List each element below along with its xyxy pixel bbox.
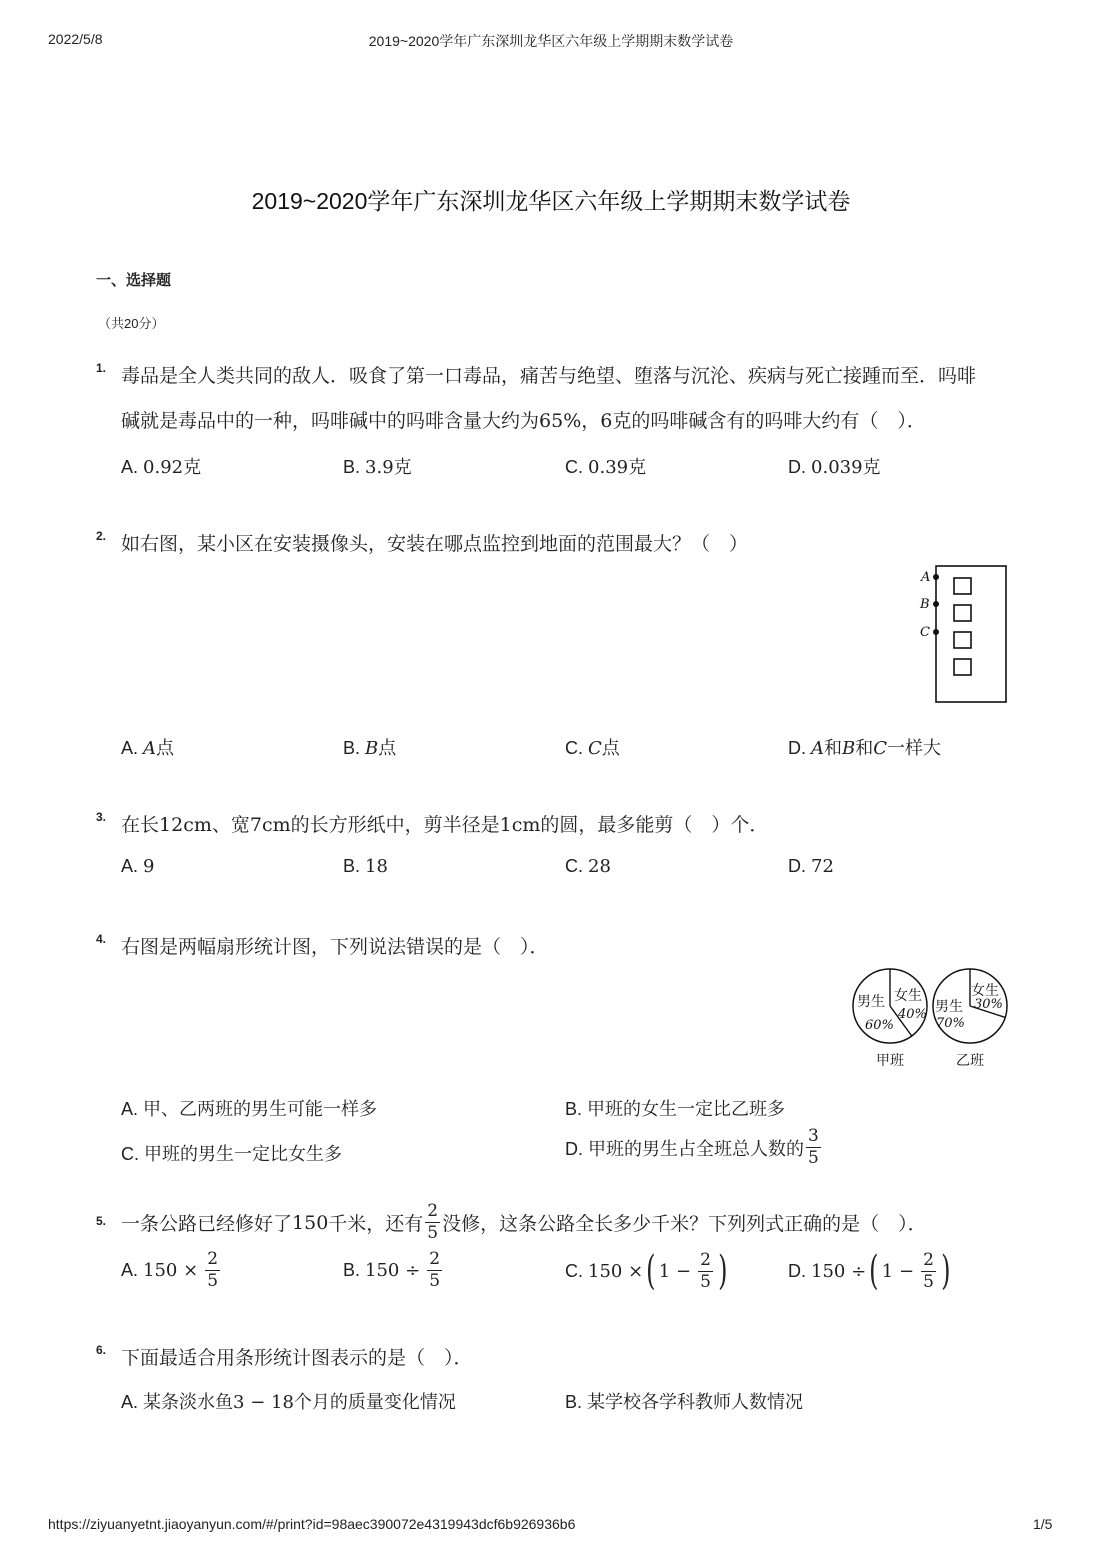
- q1-option-c[interactable]: [565, 453, 646, 479]
- right-paren: ): [718, 1248, 728, 1294]
- point-c-dot: [933, 629, 939, 635]
- q2-text: 如右图，某小区在安装摄像头，安装在哪点监控到地面的范围最大？（ ）: [121, 534, 749, 555]
- q1-pct: 65%: [539, 410, 582, 432]
- fraction-denominator: 5: [427, 1223, 439, 1243]
- option-value: 0.39: [588, 457, 629, 478]
- option-label: C.: [565, 457, 583, 477]
- fraction-numerator: 2: [700, 1249, 711, 1270]
- q2-option-d[interactable]: [788, 734, 941, 760]
- option-var: A: [143, 738, 157, 759]
- option-text: D. 甲班的男生占全班总人数的: [565, 1138, 804, 1159]
- q4-option-d[interactable]: [565, 1128, 823, 1167]
- option-expr: 150 ×: [588, 1260, 644, 1282]
- option-label: A.: [121, 856, 139, 876]
- fraction-denominator: 5: [207, 1271, 219, 1291]
- q3-text-part: 在长: [121, 815, 160, 836]
- q1-text-b: 克的吗啡碱含有的吗啡大约有（ ）．: [612, 411, 926, 432]
- option-label: B.: [343, 856, 361, 876]
- option-expr: 150 ÷: [365, 1260, 421, 1281]
- q1-option-d[interactable]: [788, 453, 881, 479]
- option-text: 一样大: [887, 738, 942, 758]
- option-text: 某条淡水鱼: [143, 1392, 234, 1412]
- section-note: （共20分）: [98, 316, 165, 331]
- option-text: 和: [855, 738, 874, 758]
- option-unit: 克: [628, 457, 647, 477]
- footer-page-number: 1/5: [1033, 1516, 1053, 1532]
- question-number: 3.: [96, 810, 107, 824]
- option-text: 点: [378, 738, 397, 758]
- left-paren: (: [646, 1248, 656, 1294]
- option-label: C.: [565, 856, 583, 876]
- point-a-label: A: [921, 570, 931, 585]
- q5-option-c[interactable]: [565, 1248, 731, 1294]
- fraction: [427, 1251, 442, 1290]
- q4-option-a[interactable]: A. 甲、乙两班的男生可能一样多: [121, 1099, 378, 1119]
- option-value: 0.92: [143, 457, 184, 478]
- q1-sep: ，: [581, 411, 601, 432]
- fraction-numerator: 3: [808, 1126, 819, 1146]
- window: [954, 659, 971, 675]
- q3-option-a[interactable]: [121, 856, 154, 877]
- point-a-dot: [933, 574, 939, 580]
- q3-length: 12cm: [159, 814, 212, 836]
- q3-text-part: 的圆，最多能剪（ ）个．: [540, 815, 769, 836]
- option-value: 28: [588, 856, 611, 877]
- fraction-numerator: 2: [427, 1201, 439, 1221]
- pie-jia-girl-label: 女生: [894, 988, 922, 1004]
- fraction: [425, 1203, 440, 1242]
- option-value: 0.039: [811, 457, 863, 478]
- point-c-label: C: [920, 625, 930, 640]
- q4-option-c[interactable]: C. 甲班的男生一定比女生多: [121, 1144, 342, 1164]
- option-text: 点: [601, 738, 620, 758]
- pie-yi-boy-label: 男生: [935, 999, 963, 1015]
- option-var: C: [873, 738, 888, 759]
- q3-text: [121, 810, 768, 837]
- question-number: 4.: [96, 932, 107, 946]
- option-label: C.: [565, 1260, 583, 1281]
- q3-width: 7cm: [249, 814, 291, 836]
- q3-text-part: 的长方形纸中，剪半径是: [290, 815, 500, 836]
- q6-option-a[interactable]: [121, 1388, 456, 1414]
- option-label: B.: [343, 738, 361, 758]
- q6-text: 下面最适合用条形统计图表示的是（ ）．: [121, 1348, 473, 1369]
- q5-text-part: 没修，这条公路全长多少千米？下列列式正确的是（ ）．: [442, 1214, 927, 1235]
- option-expr: 150 ÷: [811, 1260, 867, 1282]
- q1-six: 6: [600, 410, 613, 432]
- header-title: 2019~2020学年广东深圳龙华区六年级上学期期末数学试卷: [368, 33, 734, 49]
- option-var: C: [588, 738, 602, 759]
- right-paren: ): [941, 1248, 951, 1294]
- q1-option-a[interactable]: [121, 453, 201, 479]
- option-expr: 150 ×: [143, 1260, 199, 1281]
- pie-yi-caption: 乙班: [956, 1053, 984, 1069]
- footer-url[interactable]: https://ziyuanyetnt.jiaoyanyun.com/#/print?id=98aec390072e4319943dcf6b926936b6: [48, 1516, 576, 1532]
- pie-jia-boy-pct: 60%: [865, 1018, 894, 1033]
- q3-option-d[interactable]: [788, 856, 834, 877]
- question-number: 1.: [96, 361, 107, 375]
- header-date: 2022/5/8: [48, 31, 103, 47]
- q4-option-b[interactable]: B. 甲班的女生一定比乙班多: [565, 1099, 786, 1119]
- window: [954, 605, 971, 621]
- left-paren: (: [869, 1248, 879, 1294]
- option-expr: 3 − 18: [233, 1392, 294, 1413]
- option-label: A.: [121, 1392, 139, 1412]
- option-label: D.: [788, 1260, 806, 1281]
- fraction-numerator: 2: [429, 1249, 441, 1269]
- q3-option-c[interactable]: [565, 856, 611, 877]
- pie-jia-girl-pct: 40%: [898, 1007, 927, 1022]
- option-var: B: [365, 738, 379, 759]
- q5-option-b[interactable]: [343, 1251, 444, 1290]
- option-value: 3.9: [365, 457, 394, 478]
- option-text: 个月的质量变化情况: [293, 1392, 456, 1412]
- option-label: D.: [788, 457, 806, 477]
- q2-option-b[interactable]: [343, 734, 396, 760]
- fraction-denominator: 5: [808, 1148, 819, 1168]
- q6-option-b[interactable]: B. 某学校各学科教师人数情况: [565, 1392, 804, 1412]
- q3-text-part: 、宽: [211, 815, 250, 836]
- option-label: A.: [121, 1260, 139, 1280]
- fraction: [698, 1249, 713, 1292]
- q5-text-part: 一条公路已经修好了: [121, 1214, 293, 1235]
- q3-option-b[interactable]: [343, 856, 388, 877]
- fraction-numerator: 2: [207, 1249, 219, 1269]
- q5-option-a[interactable]: [121, 1251, 222, 1290]
- option-value: 18: [365, 856, 388, 877]
- option-label: A.: [121, 738, 139, 758]
- window: [954, 578, 971, 594]
- q1-line2: [121, 406, 926, 433]
- q1-text-a: 碱就是毒品中的一种，吗啡碱中的吗啡含量大约为: [121, 411, 540, 432]
- q4-text: 右图是两幅扇形统计图，下列说法错误的是（ ）．: [121, 937, 549, 958]
- option-label: C.: [565, 738, 583, 758]
- point-b-dot: [933, 601, 939, 607]
- option-unit: 克: [393, 457, 412, 477]
- option-var: A: [811, 738, 825, 759]
- option-text: 和: [824, 738, 843, 758]
- option-label: B.: [343, 457, 361, 477]
- q4-pie-figure: [846, 962, 1014, 1074]
- q1-line1: 毒品是全人类共同的敌人．吸食了第一口毒品，痛苦与绝望、堕落与沉沦、疾病与死亡接踵而至．吗啡: [121, 366, 977, 387]
- fraction-denominator: 5: [700, 1271, 711, 1292]
- q2-option-a[interactable]: [121, 734, 174, 760]
- fraction: [921, 1249, 936, 1292]
- window: [954, 632, 971, 648]
- q2-option-c[interactable]: [565, 734, 620, 760]
- q5-length: 150: [292, 1211, 329, 1234]
- section-title: 一、选择题: [96, 272, 172, 289]
- question-number: 6.: [96, 1343, 107, 1357]
- option-var: B: [842, 738, 856, 759]
- question-number: 5.: [96, 1214, 107, 1228]
- fraction-denominator: 5: [429, 1271, 441, 1291]
- option-label: A.: [121, 457, 139, 477]
- q3-radius: 1cm: [499, 814, 541, 836]
- pie-jia-boy-label: 男生: [857, 994, 885, 1010]
- option-expr: 1 −: [881, 1260, 915, 1282]
- q1-option-b[interactable]: [343, 453, 412, 479]
- doc-title: 2019~2020学年广东深圳龙华区六年级上学期期末数学试卷: [251, 188, 851, 214]
- q5-option-d[interactable]: [788, 1248, 954, 1294]
- option-text: 点: [156, 738, 175, 758]
- q5-text-part: 千米，还有: [328, 1214, 424, 1235]
- option-label: B.: [343, 1260, 361, 1280]
- fraction-denominator: 5: [923, 1271, 934, 1292]
- q5-text: [121, 1203, 927, 1242]
- option-label: D.: [788, 856, 806, 876]
- pie-yi-boy-pct: 70%: [936, 1016, 965, 1031]
- q2-building-figure: [915, 563, 1011, 707]
- option-value: 72: [811, 856, 834, 877]
- pie-yi-girl-label: 女生: [971, 983, 999, 999]
- question-number: 2.: [96, 529, 107, 543]
- fraction-numerator: 2: [923, 1249, 934, 1270]
- option-unit: 克: [862, 457, 881, 477]
- option-label: D.: [788, 738, 806, 758]
- pie-yi-girl-pct: 30%: [974, 997, 1003, 1012]
- point-b-label: B: [920, 597, 930, 612]
- fraction: [205, 1251, 220, 1290]
- option-unit: 克: [183, 457, 202, 477]
- pie-jia-caption: 甲班: [876, 1053, 904, 1069]
- fraction: [806, 1128, 821, 1167]
- option-value: 9: [143, 856, 155, 877]
- option-expr: 1 −: [658, 1260, 692, 1282]
